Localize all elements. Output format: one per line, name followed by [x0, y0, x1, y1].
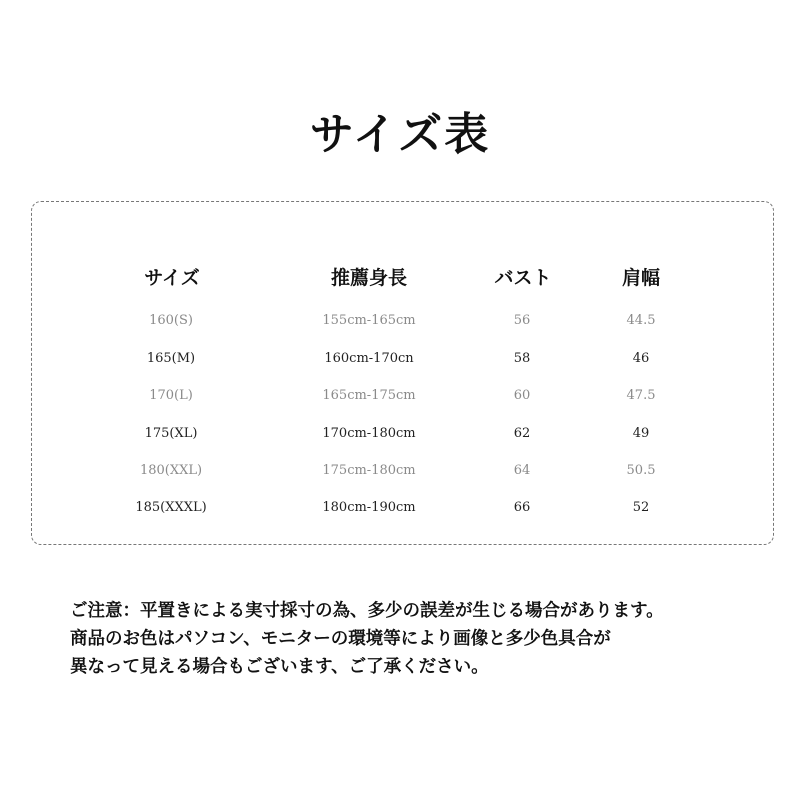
header-recommended-height: 推薦身長 — [330, 267, 408, 289]
cell-bust: 64 — [513, 463, 531, 478]
cell-shoulder: 49 — [632, 426, 650, 441]
cell-size: 185(XXXL) — [135, 500, 207, 515]
cell-shoulder: 52 — [632, 500, 650, 515]
page-title: サイズ表 — [309, 109, 491, 160]
cell-shoulder: 44.5 — [626, 313, 656, 328]
size-table-frame — [31, 201, 774, 545]
header-shoulder-width: 肩幅 — [621, 267, 661, 289]
cell-shoulder: 50.5 — [626, 463, 656, 478]
cell-height: 180cm-190cm — [322, 500, 416, 515]
cell-bust: 62 — [513, 426, 531, 441]
cell-size: 180(XXL) — [139, 463, 203, 478]
cell-height: 175cm-180cm — [322, 463, 416, 478]
note-line: ご注意：平置きによる実寸採寸の為、多少の誤差が生じる場合があります。 — [70, 601, 664, 621]
notes-block — [70, 597, 770, 681]
cell-size: 160(S) — [149, 313, 193, 328]
cell-shoulder: 46 — [632, 351, 650, 366]
cell-shoulder: 47.5 — [626, 388, 656, 403]
cell-bust: 56 — [513, 313, 531, 328]
cell-height: 170cm-180cm — [322, 426, 416, 441]
cell-size: 165(M) — [146, 351, 196, 366]
cell-size: 170(L) — [149, 388, 193, 403]
header-size: サイズ — [144, 267, 200, 289]
cell-bust: 66 — [513, 500, 531, 515]
cell-bust: 58 — [513, 351, 531, 366]
cell-height: 165cm-175cm — [322, 388, 416, 403]
cell-bust: 60 — [513, 388, 531, 403]
cell-height: 155cm-165cm — [322, 313, 416, 328]
cell-height: 160cm-170cn — [324, 351, 414, 366]
note-line: 商品のお色はパソコン、モニターの環境等により画像と多少色具合が — [70, 629, 611, 649]
cell-size: 175(XL) — [144, 426, 198, 441]
header-bust: バスト — [494, 267, 552, 289]
note-line: 異なって見える場合もございます、ご了承ください。 — [70, 657, 489, 677]
